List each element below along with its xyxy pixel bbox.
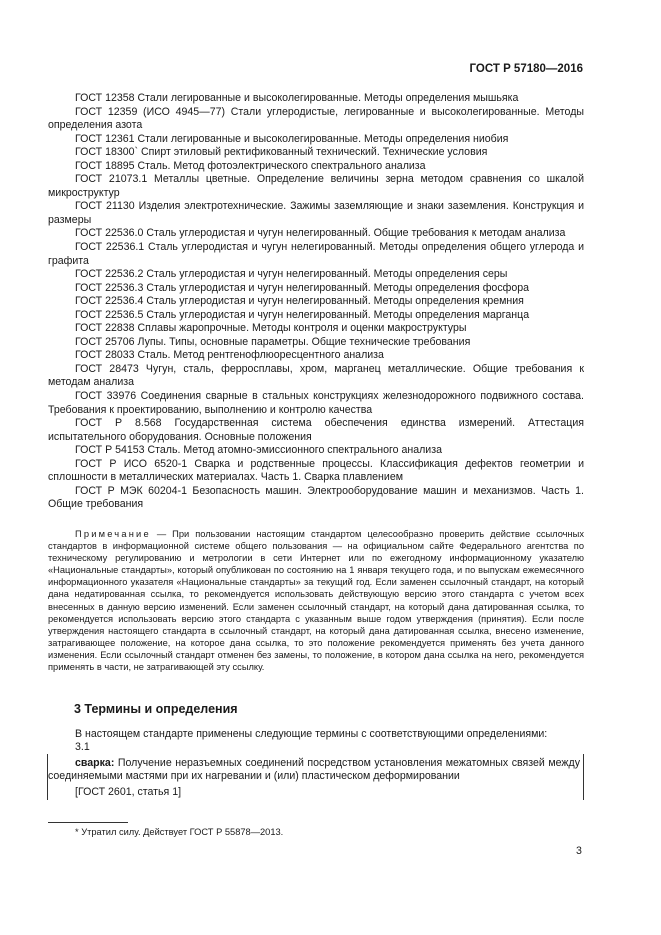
reference-item: ГОСТ 12361 Стали легированные и высоколегированные. Методы определения ниобия — [75, 132, 509, 145]
section-title: 3 Термины и определения — [74, 702, 238, 716]
term-definition-block — [48, 757, 580, 784]
reference-item: ГОСТ 28473 Чугун, сталь, ферросплавы, хром, марганец металлические. Общие требования к методам анализа — [48, 362, 584, 389]
reference-item: ГОСТ 25706 Лупы. Типы, основные параметры. Общие технические требования — [75, 335, 471, 348]
note-label: Примечание — [75, 529, 151, 539]
normative-references-list — [48, 92, 584, 512]
reference-item: ГОСТ 28033 Сталь. Метод рентгенофлюоресцентного анализа — [75, 349, 384, 362]
term-name: сварка: — [75, 757, 115, 769]
reference-item: ГОСТ 22536.2 Сталь углеродистая и чугун нелегированный. Методы определения серы — [75, 268, 508, 281]
footnote: * Утратил силу. Действует ГОСТ Р 55878—2013. — [75, 827, 284, 837]
footnote-divider — [48, 822, 128, 823]
note-text: — При пользовании настоящим стандартом целесообразно проверить действие ссылочных стандартов в информационной системе общего пользования — на официальном сайте Федерального агентства по техническому регулированию и метрологии в сети Интернет или по ежегодному информационному указателю «Национальные стандарты», который опубликован по состоянию на 1 января текущего года, и по выпускам ежемесячного информационного указателя «Национальные стандарты» за текущий год. Если заменен ссылочный стандарт, на который дана недатированная ссылка, то рекомендуется использовать действующую версию этого стандарта с учетом всех внесенных в данную версию изменений. Если заменен ссылочный стандарт, на который дана датированная ссылка, то рекомендуется использовать версию этого стандарта с указанным выше годом утверждения (принятия). Если после утверждения настоящего стандарта в ссылочный стандарт, на который дана датированная ссылка, внесено изменение, затрагивающее положение, на которое дана ссылка, то это положение рекомендуется применять без учета данного изменения. Если ссылочный стандарт отменен без замены, то положение, в котором дана ссылка на него, рекомендуется применять в части, не затрагивающей эту ссылку. — [48, 529, 584, 673]
term-source: [ГОСТ 2601, статья 1] — [75, 786, 182, 798]
references-note — [48, 528, 584, 673]
reference-item: ГОСТ 22536.0 Сталь углеродистая и чугун нелегированный. Общие требования к методам анализа — [75, 227, 566, 240]
term-definition: Получение неразъемных соединений посредством установления межатомных связей между соединяемыми мастями при их нагревании и (или) пластическом деформировании — [48, 757, 580, 783]
reference-item: ГОСТ 21073.1 Металлы цветные. Определение величины зерна методом сравнения со шкалой микроструктур — [48, 173, 584, 199]
reference-item: ГОСТ 22536.3 Сталь углеродистая и чугун нелегированный. Методы определения фосфора — [75, 281, 530, 294]
reference-item: ГОСТ Р 8.568 Государственная система обеспечения единства измерений. Аттестация испытательного оборудования. Основные положения — [48, 417, 584, 443]
reference-item: ГОСТ 12358 Стали легированные и высоколегированные. Методы определения мышьяка — [75, 92, 519, 104]
reference-item: ГОСТ 22536.1 Сталь углеродистая и чугун нелегированный. Методы определения общего углерода и графита — [48, 241, 584, 267]
reference-item: ГОСТ 18895 Сталь. Метод фотоэлектрического спектрального анализа — [75, 159, 426, 172]
term-number: 3.1 — [75, 741, 90, 753]
reference-item: ГОСТ 33976 Соединения сварные в стальных конструкциях железнодорожного подвижного состава. Требования к проектированию, выполнению и контролю качества — [48, 390, 584, 416]
section-intro: В настоящем стандарте применены следующие термины с соответствующими определениями: — [75, 728, 548, 740]
page-number: 3 — [576, 845, 582, 857]
document-header: ГОСТ Р 57180—2016 — [469, 63, 583, 75]
reference-item: ГОСТ 21130 Изделия электротехнические. Зажимы заземляющие и знаки заземления. Конструкция и размеры — [48, 200, 584, 226]
reference-item: ГОСТ 22536.5 Сталь углеродистая и чугун нелегированный. Методы определения марганца — [75, 308, 530, 321]
reference-item: ГОСТ Р МЭК 60204-1 Безопасность машин. Электрооборудование машин и механизмов. Часть 1. Общие требования — [48, 484, 584, 511]
reference-item: ГОСТ Р 54153 Сталь. Метод атомно-эмиссионного спектрального анализа — [75, 444, 442, 457]
reference-item: ГОСТ 12359 (ИСО 4945—77) Стали углеродистые, легированные и высоколегированные. Методы определения азота — [48, 105, 584, 132]
reference-item: ГОСТ 18300` Спирт этиловый ректификованный технический. Технические условия — [75, 146, 488, 159]
reference-item: ГОСТ 22838 Сплавы жаропрочные. Методы контроля и оценки макроструктуры — [75, 322, 467, 335]
reference-item: ГОСТ 22536.4 Сталь углеродистая и чугун нелегированный. Методы определения кремния — [75, 295, 524, 308]
reference-item: ГОСТ Р ИСО 6520-1 Сварка и родственные процессы. Классификация дефектов геометрии и сплошности в металлических материалах. Часть 1. Сварка плавлением — [48, 457, 584, 484]
